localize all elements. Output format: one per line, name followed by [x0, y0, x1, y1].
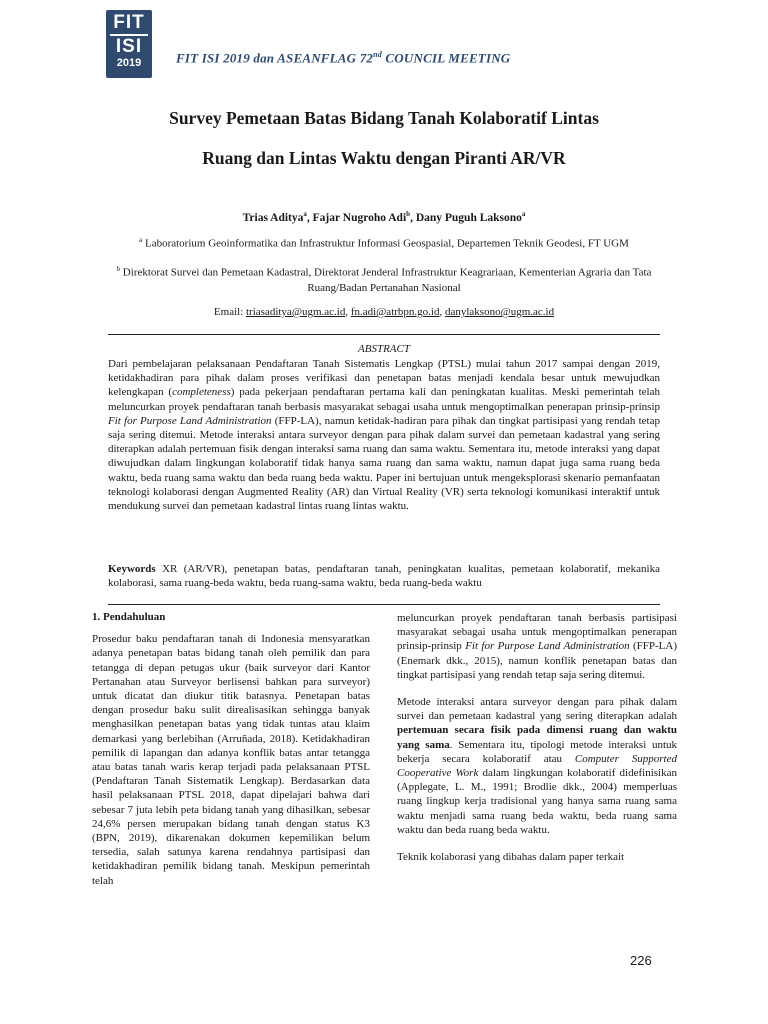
logo-text-line1: FIT — [113, 12, 145, 33]
ordinal-suffix: nd — [373, 50, 382, 59]
conference-name-tail: COUNCIL MEETING — [381, 50, 511, 66]
running-header — [176, 50, 510, 66]
paragraph-text: Metode interaksi antara surveyor dengan para pihak dalam survei dan pemetaan kadastral yang sering diterapkan adalah — [397, 696, 677, 723]
paragraph-italic: Fit for Purpose Land Administration — [465, 640, 630, 653]
affiliation-mark: a — [139, 236, 143, 244]
bottom-divider — [108, 604, 660, 605]
email-label: Email: — [213, 306, 246, 318]
paragraph-bold: pertemuan secara fisik pada dimensi ruang dan waktu yang sama — [397, 724, 677, 751]
author-list — [108, 210, 660, 224]
paragraph: Prosedur baku pendaftaran tanah di Indonesia mensyaratkan adanya penetapan batas bidang tanah oleh pemilik dan para tetangga di depan petugas ukur (baik surveyor dari Kantor Pertanahan atau Surveyor berlisensi bahkan para surveyor) untuk dicatat dan diukur titik batasnya. Penetapan batas dengan prosedur baku sulit direalisasikan sehingga banyak menghasilkan penetapan batas yang tidak tuntas atau klaim demarkasi yang berlebihan (Arruñada, 2018). Ketidakhadiran pemilik di lapangan dan adanya konflik batas antar tetangga atau batas tanah waris kerap terjadi pada pelaksanaan PTSL (Pendaftaran Tanah Sistematik Lengkap). Berdasarkan data hasil pelaksanaan PTSL 2018, dapat dipelajari bahwa dari sebesar 7 juta lebih peta bidang tanah yang dihasilkan, sebesar 24,6% persen merupakan bidang tanah dengan status K3 (BPN, 2019), dikarenakan dokumen kepemilikan belum tersedia, salah satunya karena rendahnya partisipasi dan ketidakhadiran pemilik bidang tanah. Meskipun pemerintah telah — [92, 633, 370, 887]
paragraph: Teknik kolaborasi yang dibahas dalam paper terkait — [397, 851, 625, 864]
paper-title-line1: Survey Pemetaan Batas Bidang Tanah Kolaboratif Lintas — [169, 108, 599, 128]
email-link[interactable]: danylaksono@ugm.ac.id — [444, 306, 555, 318]
author-affiliation-mark: a — [521, 210, 526, 218]
paragraph-text: . Sementara itu, tipologi metode interaksi untuk bekerja secara kolaboratif atau — [397, 738, 678, 765]
page-number: 226 — [630, 953, 652, 968]
author-name: Dany Puguh Laksono — [415, 211, 522, 224]
author-name: Trias Aditya — [242, 211, 304, 224]
affiliation-mark: b — [116, 265, 121, 273]
email-separator: , — [345, 306, 351, 318]
top-divider — [108, 334, 660, 335]
email-separator: , — [439, 306, 445, 318]
conference-name: FIT ISI 2019 dan ASEANFLAG 72 — [176, 50, 374, 66]
paragraph — [397, 695, 677, 837]
left-column — [92, 610, 370, 901]
keywords-text: XR (AR/VR), penetapan batas, pendaftaran tanah, peningkatan kualitas, pemetaan kolaboratif, mekanika kolaborasi, sama ruang-beda waktu, beda ruang-sama waktu, beda ruang-beda waktu — [108, 563, 660, 590]
author-affiliation-mark: a — [303, 210, 307, 218]
paragraph-text: (FFP-LA) (Enemark dkk., 2015), namun konflik penetapan batas dan tingkat partisipasi yang rendah tetap saja sering ditemui. — [397, 640, 677, 681]
email-line — [108, 306, 660, 318]
affiliation-b — [108, 262, 660, 296]
keywords-label: Keywords — [108, 563, 156, 575]
affiliation-text: Direktorat Survei dan Pemetaan Kadastral, Direktorat Jenderal Infrastruktur Keagrariaan, Kementerian Agraria dan Tata Ruang/Badan Pertanahan Nasional — [120, 266, 652, 294]
abstract-heading: ABSTRACT — [358, 343, 410, 355]
abstract-text: ) pada pekerjaan pendaftaran pertama kali dan peningkatan kualitas. Meski pemerintah telah meluncurkan proyek pendaftaran tanah berbasis masyarakat sebagai usaha untuk mengoptimalkan penerapan prinsip-prinsip — [108, 386, 660, 413]
paragraph — [397, 611, 677, 682]
author-name: Fajar Nugroho Adi — [312, 211, 407, 224]
abstract-body — [108, 357, 660, 513]
paragraph-text: meluncurkan proyek pendaftaran tanah berbasis partisipasi masyarakat sebagai usaha untuk mengoptimalkan penerapan prinsip-prinsip — [397, 612, 677, 653]
affiliation-a — [108, 233, 660, 252]
author-separator: , — [410, 211, 416, 224]
right-column — [397, 611, 677, 877]
abstract-italic: completeness — [172, 386, 231, 399]
author-separator: , — [306, 211, 313, 224]
logo-text-line2: ISI — [115, 36, 143, 57]
email-link[interactable]: triasaditya@ugm.ac.id — [246, 306, 346, 318]
abstract-text: Dari pembelajaran pelaksanaan Pendaftaran Tanah Sistematis Lengkap (PTSL) mulai tahun 2017 sampai dengan 2019, ketidakhadiran para pihak dalam proses verifikasi dan penetapan batas menjadi kendala besar untuk mewujudkan kelengkapan ( — [108, 358, 660, 399]
paper-title-line2: Ruang dan Lintas Waktu dengan Piranti AR/VR — [202, 148, 566, 168]
paragraph-text: dalam lingkungan kolaboratif didefinisikan (Applegate, L. M., 1991; Brodlie dkk., 2004) memperluas ruang lingkup kerja tradisional yang hanya sama ruang sama waktu menjadi sama ruang beda waktu, beda ruang sama waktu dan beda ruang beda waktu. — [397, 767, 677, 836]
paragraph-italic: Computer Supported Cooperative Work — [397, 752, 677, 780]
affiliation-text: Laboratorium Geoinformatika dan Infrastruktur Informasi Geospasial, Departemen Teknik Geodesi, FT UGM — [142, 237, 629, 250]
abstract-text: (FFP-LA), namun ketidak-hadiran para pihak dan tingkat partisipasi yang rendah tetap saja sering ditemui. Metode interaksi antara surveyor dengan para pihak dalam survei dan pemetaan kadastral yang sering diterapkan adalah pertemuan fisik dengan interaksi sama ruang dan sama waktu. Sementara itu, metode interaksi yang dapat diwujudkan dalam lingkungan kolaboratif tidak hanya sama ruang dan sama waktu, namun dapat juga sama ruang beda waktu, beda ruang sama waktu dan beda ruang beda waktu. Paper ini bertujuan untuk mengeksplorasi skenario pemanfaatan teknologi kolaborasi dengan Augmented Reality (AR) dan Virtual Reality (VR) serta teknologi komunikasi interaktif untuk mendukung survei dan pemetaan kadastral lintas ruang lintas waktu. — [108, 414, 660, 513]
keywords — [108, 562, 660, 590]
email-link[interactable]: fn.adi@atrbpn.go.id — [350, 306, 440, 318]
section-heading: 1. Pendahuluan — [92, 611, 166, 623]
logo-year: 2019 — [116, 57, 142, 69]
conference-logo — [106, 10, 152, 78]
abstract-italic: Fit for Purpose Land Administration — [108, 414, 272, 427]
author-affiliation-mark: b — [406, 210, 411, 218]
